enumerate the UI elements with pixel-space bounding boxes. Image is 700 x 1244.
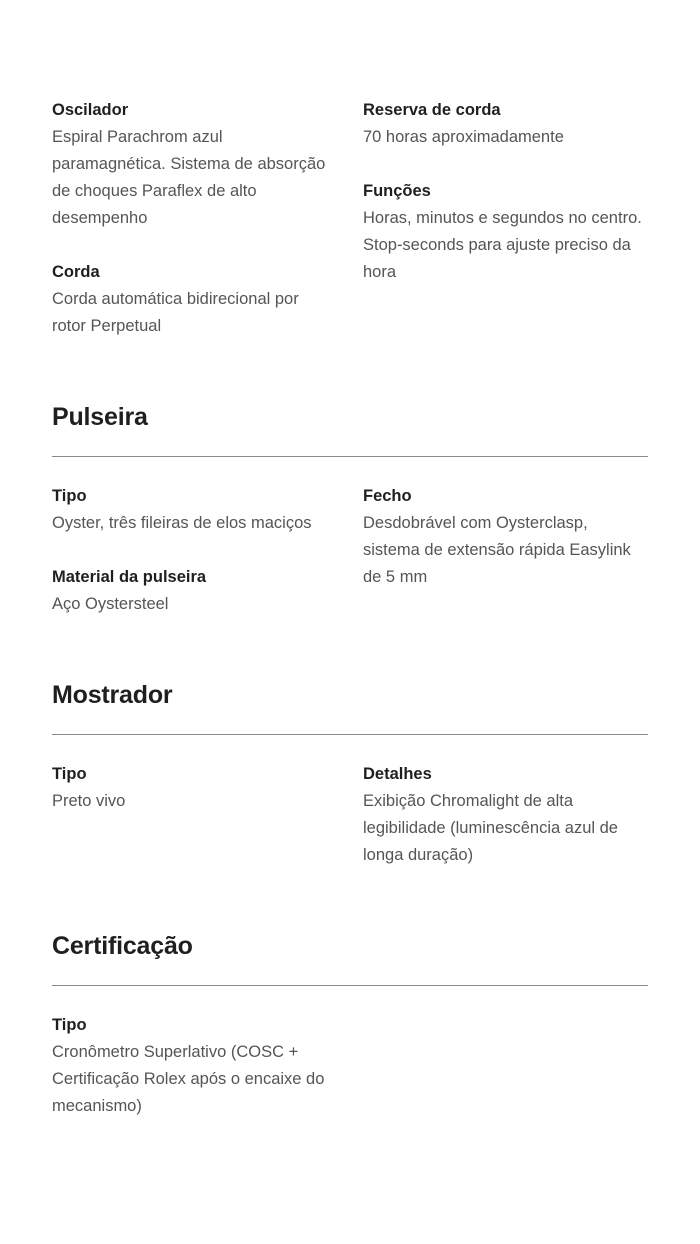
spec-label: Tipo	[52, 765, 87, 783]
spec-label: Oscilador	[52, 101, 129, 119]
spec-pulseira-material	[52, 564, 337, 618]
spec-pulseira-tipo	[52, 483, 337, 537]
spec-value: Oyster, três fileiras de elos maciços	[52, 514, 312, 532]
section-divider	[52, 456, 648, 457]
spec-label: Funções	[363, 182, 431, 200]
spec-label: Reserva de corda	[363, 101, 501, 119]
spec-label: Tipo	[52, 487, 87, 505]
spec-label: Detalhes	[363, 765, 432, 783]
spec-certificacao-tipo	[52, 1012, 337, 1120]
spec-corda	[52, 259, 337, 340]
section-divider	[52, 985, 648, 986]
spec-value: Cronômetro Superlativo (COSC + Certificação Rolex após o encaixe do mecanismo)	[52, 1043, 325, 1115]
spec-mostrador-tipo	[52, 761, 337, 815]
spec-funcoes	[363, 178, 648, 286]
spec-oscilador	[52, 97, 337, 232]
spec-value: Preto vivo	[52, 792, 126, 810]
spec-value: Desdobrável com Oysterclasp, sistema de extensão rápida Easylink de 5 mm	[363, 514, 631, 586]
spec-label: Fecho	[363, 487, 412, 505]
spec-mostrador-detalhes	[363, 761, 648, 869]
spec-value: Corda automática bidirecional por rotor Perpetual	[52, 290, 299, 335]
spec-value: 70 horas aproximadamente	[363, 128, 564, 146]
section-divider	[52, 734, 648, 735]
spec-value: Aço Oystersteel	[52, 595, 169, 613]
section-title-certificacao: Certificação	[52, 932, 193, 960]
spec-value: Exibição Chromalight de alta legibilidade (luminescência azul de longa duração)	[363, 792, 618, 864]
spec-label: Corda	[52, 263, 100, 281]
spec-value: Espiral Parachrom azul paramagnética. Sistema de absorção de choques Paraflex de alto desempenho	[52, 128, 326, 227]
spec-pulseira-fecho	[363, 483, 648, 591]
spec-reserva-de-corda	[363, 97, 648, 151]
section-title-pulseira: Pulseira	[52, 403, 148, 431]
spec-label: Tipo	[52, 1016, 87, 1034]
spec-value: Horas, minutos e segundos no centro. Stop-seconds para ajuste preciso da hora	[363, 209, 642, 281]
spec-label: Material da pulseira	[52, 568, 207, 586]
section-title-mostrador: Mostrador	[52, 681, 173, 709]
